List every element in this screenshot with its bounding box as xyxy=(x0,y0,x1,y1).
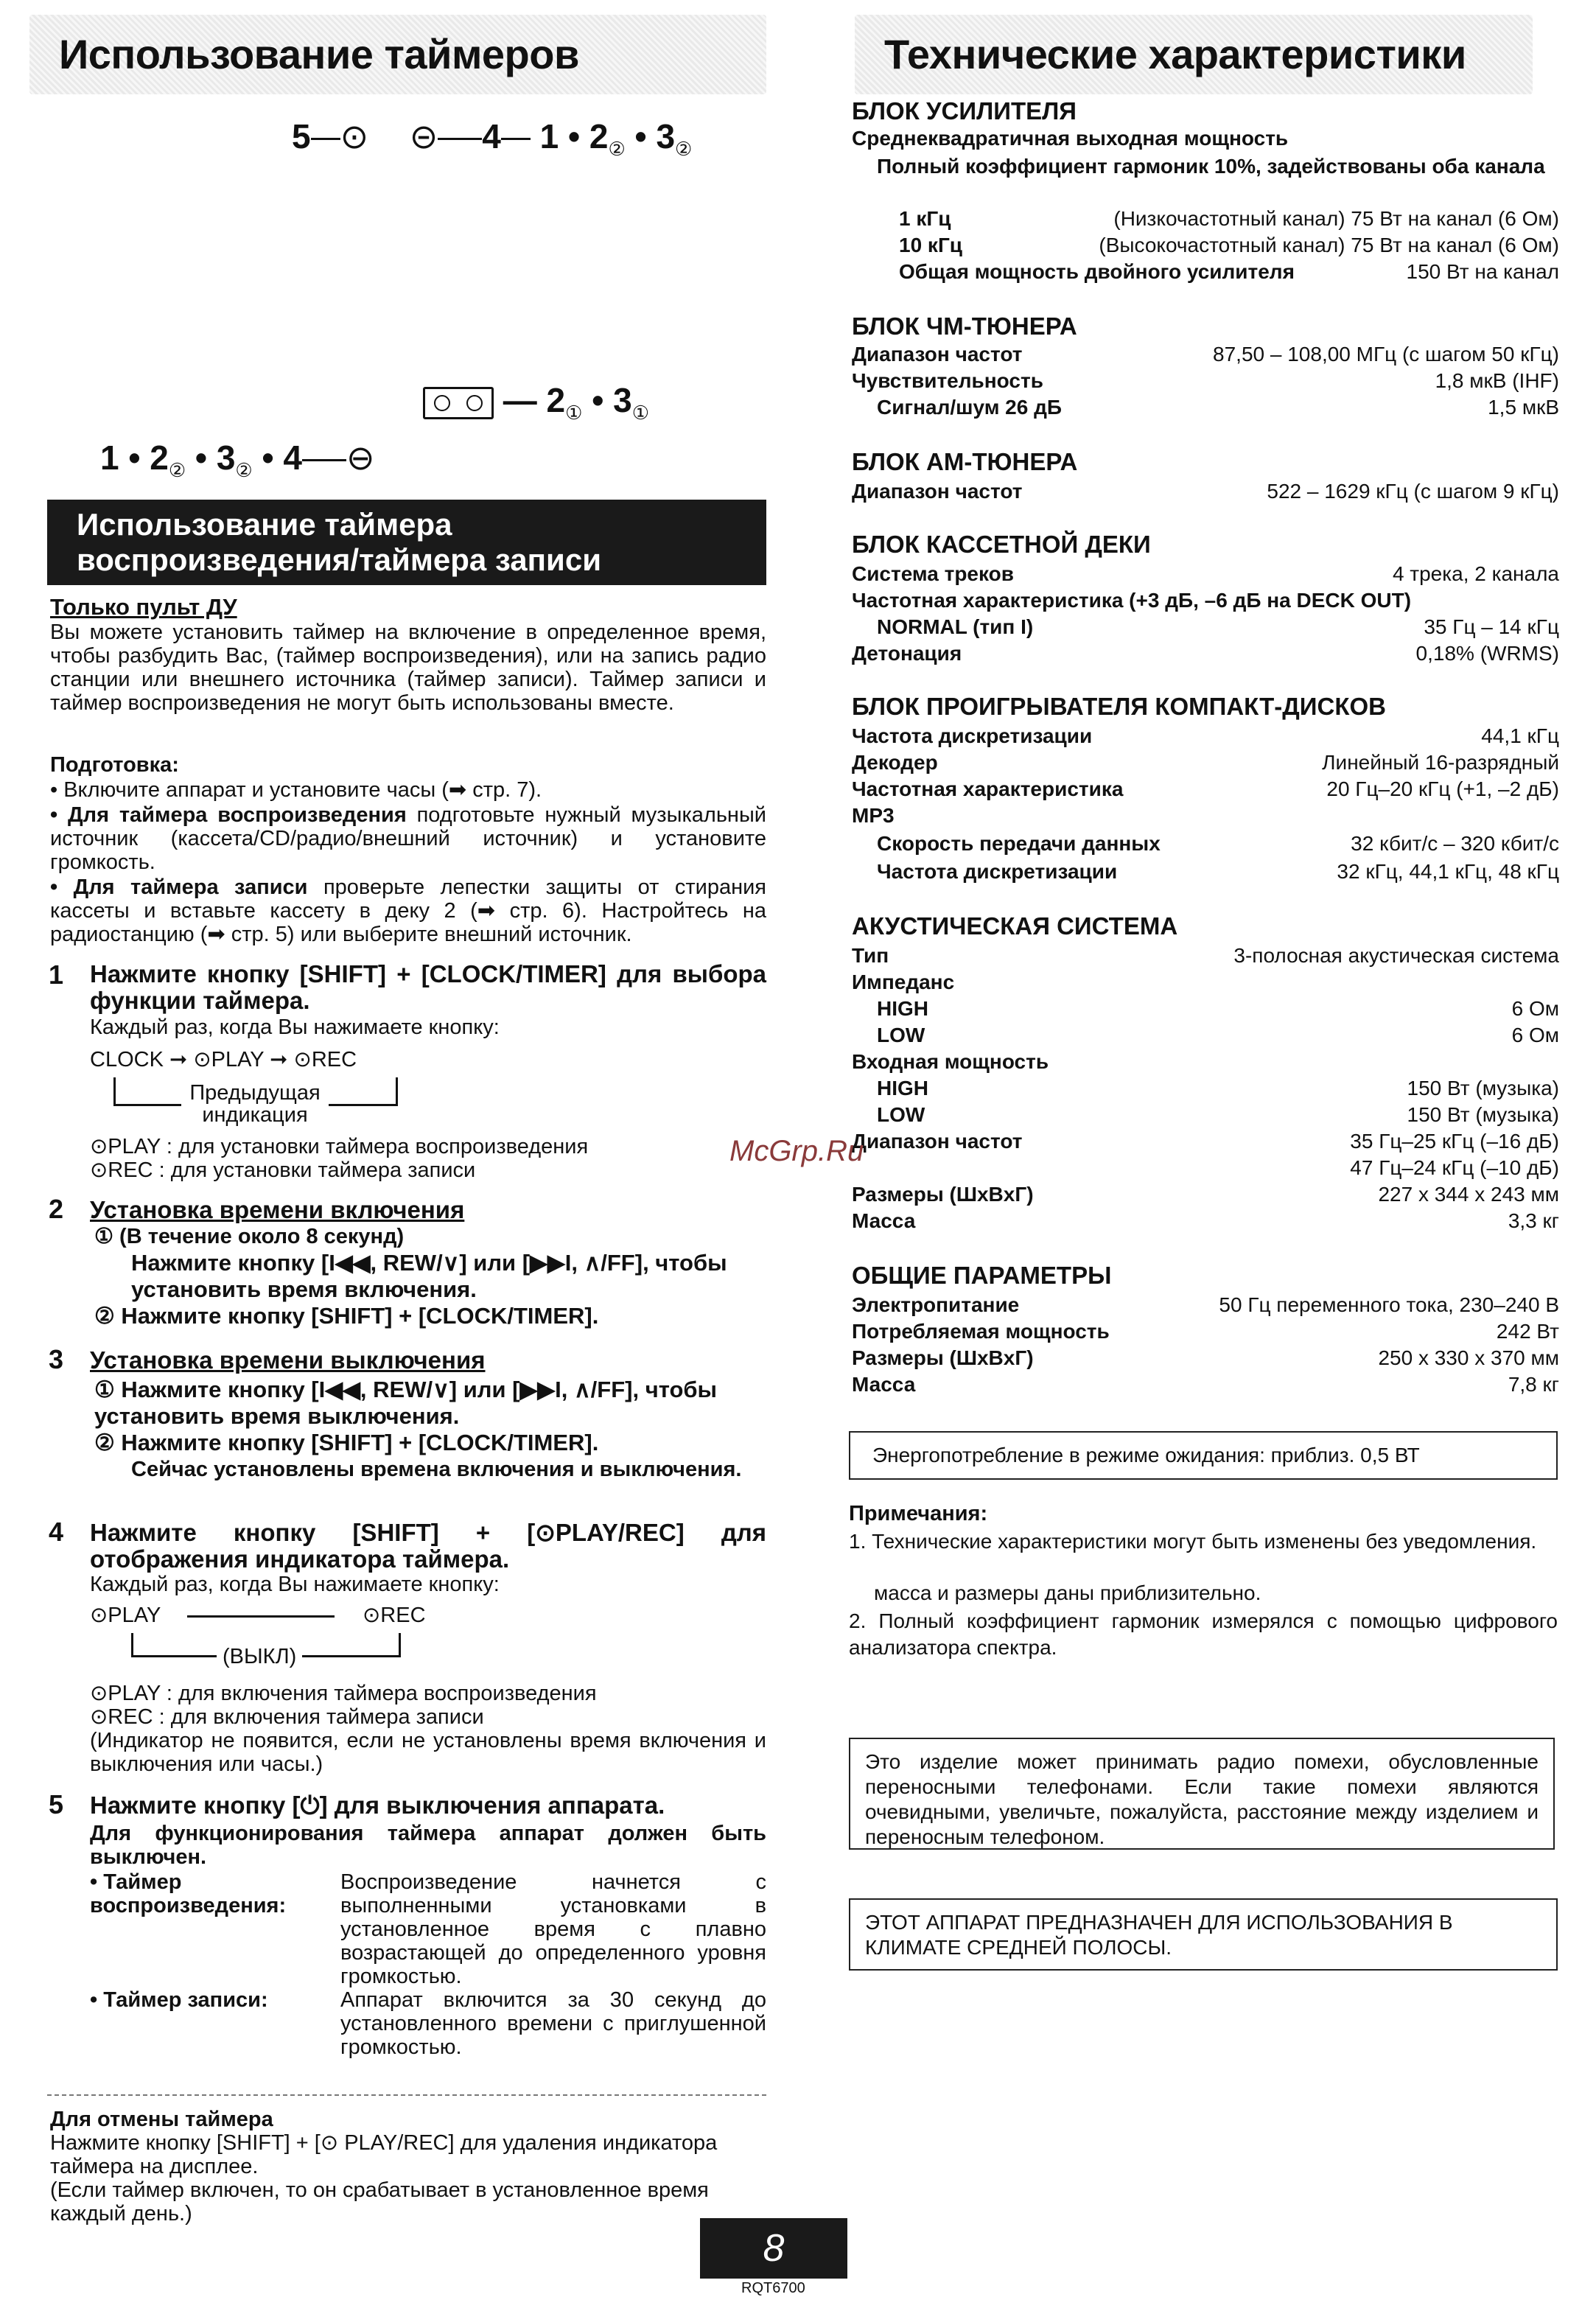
prep-item: • Для таймера записи проверьте лепестки защиты от стирания кассеты и вставьте кассету в деку 2 (➡ стр. 6). Настройтесь на радиостанцию (➡ стр. 5) или выберите внешний источник. xyxy=(50,875,767,946)
timer-type-label: • Таймер записи: xyxy=(90,1988,268,2012)
spec-heading: БЛОК АМ-ТЮНЕРА xyxy=(852,448,1078,475)
step-text: ① Нажмите кнопку [I◀◀, REW/∨] или [▶▶I, ∧/FF], чтобы установить время выключения. xyxy=(94,1377,718,1429)
step-text: (Индикатор не появится, если не установлены время включения и выключения или часы.) xyxy=(90,1729,766,1776)
step-text: ② Нажмите кнопку [SHIFT] + [CLOCK/TIMER]. xyxy=(94,1430,599,1455)
step-title: Нажмите кнопку [SHIFT] + [⊙PLAY/REC] для отображения индикатора таймера. xyxy=(90,1519,766,1573)
step-title: Установка времени выключения xyxy=(90,1346,486,1374)
timer-type-text: Воспроизведение начнется с выполненными установками в установленное время с плавно возрастающей до определенного уровня громкостью. xyxy=(340,1870,766,1988)
step-number: 5 xyxy=(49,1789,64,1819)
step-text: Нажмите кнопку [I◀◀, REW/∨] или [▶▶I, ∧/FF], чтобы установить время включения. xyxy=(131,1250,727,1302)
page-title: Использование таймеров xyxy=(59,31,579,77)
timer-icon: ⊝ xyxy=(409,117,438,155)
section-bar xyxy=(47,500,766,585)
note-item: 2. Полный коэффициент гармоник измерялся с помощью цифрового анализатора спектра. xyxy=(849,1609,1558,1659)
step-text: Для функционирования таймера аппарат должен быть выключен. xyxy=(90,1822,766,1869)
watermark: McGrp.Ru xyxy=(729,1135,864,1167)
timer-type-label: • Таймер воспроизведения: xyxy=(90,1870,287,1917)
diagram-3: 1 • $2_②$ • $3_②$ • 4 ⊖ xyxy=(100,438,375,482)
step-text: Сейчас установлены времена включения и выключения. xyxy=(131,1458,742,1481)
prep-item: • Для таймера воспроизведения подготовьте нужный музыкальный источник (кассета/CD/радио/внешний источник) и установите громкость. xyxy=(50,803,766,874)
remote-only-label: Только пульт ДУ xyxy=(50,594,237,620)
step-title: Установка времени включения xyxy=(90,1196,465,1223)
diagram-label: 4 xyxy=(482,117,501,155)
step-text: ⊙PLAY : для установки таймера воспроизведения xyxy=(90,1135,589,1158)
spec-text: Полный коэффициент гармоник 10%, задействованы оба канала xyxy=(877,155,1545,178)
step-number: 2 xyxy=(49,1194,64,1224)
step-number: 4 xyxy=(49,1517,64,1547)
mode-label: ⊙PLAY xyxy=(90,1604,161,1627)
spec-heading: БЛОК УСИЛИТЕЛЯ xyxy=(852,97,1077,125)
prev-indication: Предыдущая индикация xyxy=(181,1082,329,1126)
specs-title: Технические характеристики xyxy=(884,31,1466,77)
diagram-1: 5 ⊙ ⊝ 4 1 • $2_②$ • $3_②$ xyxy=(292,117,693,161)
climate-text: ЭТОТ АППАРАТ ПРЕДНАЗНАЧЕН ДЛЯ ИСПОЛЬЗОВАНИЯ В КЛИМАТЕ СРЕДНЕЙ ПОЛОСЫ. xyxy=(865,1911,1453,1959)
step-text: ② Нажмите кнопку [SHIFT] + [CLOCK/TIMER]. xyxy=(94,1303,599,1329)
step-text: ⊙PLAY : для включения таймера воспроизведения xyxy=(90,1682,597,1705)
standby-text: Энергопотребление в режиме ожидания: приблиз. 0,5 ВТ xyxy=(872,1444,1420,1466)
step-text: Каждый раз, когда Вы нажимаете кнопку: xyxy=(90,1573,500,1596)
page-number: 8 xyxy=(700,2218,847,2279)
note-item: масса и размеры даны приблизительно. xyxy=(874,1581,1261,1604)
diagram-2: — $2_①$ • $3_①$ xyxy=(423,380,649,424)
spec-heading: АКУСТИЧЕСКАЯ СИСТЕМА xyxy=(852,912,1178,940)
cancel-text: Нажмите кнопку [SHIFT] + [⊙ PLAY/REC] для удаления индикатора таймера на дисплее. xyxy=(50,2131,718,2178)
cancel-note: (Если таймер включен, то он срабатывает в установленное время каждый день.) xyxy=(50,2178,709,2226)
step-text: ① (В течение около 8 секунд) xyxy=(94,1225,405,1248)
clock-icon: ⊙ xyxy=(340,117,369,155)
intro-text: Вы можете установить таймер на включение в определенное время, чтобы разбудить Вас, (таймер воспроизведения), или на запись радио станции или внешнего источника (таймер записи). Таймер записи и таймер воспроизведения не могут быть использованы вместе. xyxy=(50,620,766,715)
spec-text: Среднеквадратичная выходная мощность xyxy=(852,127,1289,150)
climate-box xyxy=(849,1898,1558,1971)
spec-heading: БЛОК ЧМ-ТЮНЕРА xyxy=(852,312,1077,340)
spec-heading: БЛОК КАССЕТНОЙ ДЕКИ xyxy=(852,531,1151,558)
mode-label: ⊙REC xyxy=(363,1604,426,1627)
arrow-line xyxy=(187,1615,335,1618)
divider xyxy=(47,2094,766,2096)
step-number: 3 xyxy=(49,1344,64,1374)
step-title: Нажмите кнопку [SHIFT] + [CLOCK/TIMER] для выбора функции таймера. xyxy=(90,960,766,1014)
section-title-line-1: Использование таймера xyxy=(77,507,452,542)
spec-heading: БЛОК ПРОИГРЫВАТЕЛЯ КОМПАКТ-ДИСКОВ xyxy=(852,693,1386,720)
notes-title: Примечания: xyxy=(849,1502,988,1525)
right-header xyxy=(855,15,1533,94)
interference-text: Это изделие может принимать радио помехи, обусловленные переносными телефонами. Если такие помехи являются очевидными, увеличьте, пожалуйста, расстояние между изделием и переносным телефоном. xyxy=(865,1750,1539,1848)
cassette-icon xyxy=(423,387,494,419)
cancel-title: Для отмены таймера xyxy=(50,2108,273,2131)
step-title: Нажмите кнопку [⏻] для выключения аппарата. xyxy=(90,1791,665,1819)
spec-heading: ОБЩИЕ ПАРАМЕТРЫ xyxy=(852,1262,1112,1289)
interference-box xyxy=(849,1738,1555,1850)
document-code: RQT6700 xyxy=(741,2280,805,2296)
section-title-line-2: воспроизведения/таймера записи xyxy=(77,542,602,577)
timer-type-text: Аппарат включится за 30 секунд до установленного времени с приглушенной громкостью. xyxy=(340,1988,766,2059)
step-text: ⊙REC : для включения таймера записи xyxy=(90,1705,484,1729)
step-text: ⊙REC : для установки таймера записи xyxy=(90,1158,476,1182)
step-number: 1 xyxy=(49,959,64,990)
diagram-label: 5 xyxy=(292,117,311,155)
off-label: (ВЫКЛ) xyxy=(217,1645,302,1668)
prep-title: Подготовка: xyxy=(50,753,179,777)
step-text: Каждый раз, когда Вы нажимаете кнопку: xyxy=(90,1015,500,1039)
prep-item: • Включите аппарат и установите часы (➡ стр. 7). xyxy=(50,778,542,802)
standby-box xyxy=(849,1431,1558,1480)
mode-cycle: CLOCK ➞ ⊙PLAY ➞ ⊙REC xyxy=(90,1048,357,1071)
left-header xyxy=(29,15,766,94)
note-item: 1. Технические характеристики могут быть изменены без уведомления. xyxy=(849,1530,1537,1553)
power-icon: ⊖ xyxy=(346,438,375,477)
